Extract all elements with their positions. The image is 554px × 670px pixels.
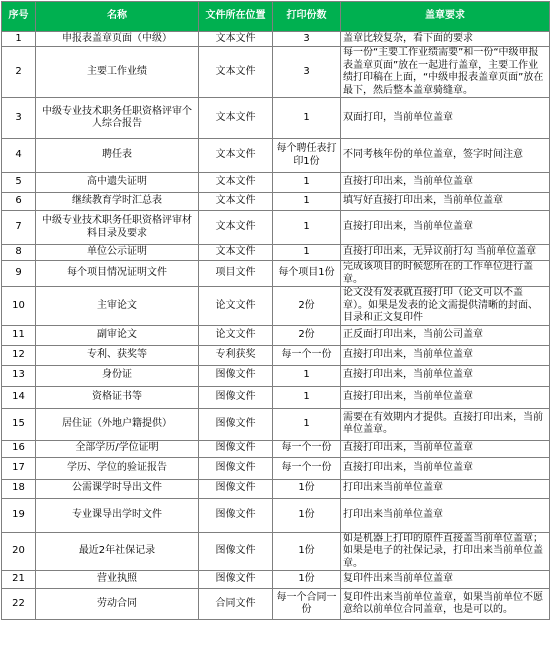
cell-requirement: 如是机器上打印的原件直接盖当前单位盖章；如果是电子的社保记录，打印出来当前单位盖章。	[341, 532, 550, 571]
table-row	[2, 173, 550, 193]
cell-no: 5	[2, 173, 36, 193]
cell-requirement: 直接打印出来，当前单位盖章	[341, 345, 550, 365]
cell-requirement: 直接打印出来，当前单位盖章	[341, 211, 550, 245]
cell-requirement: 完成该项目的时候您所在的工作单位进行盖章。	[341, 261, 550, 287]
cell-no: 7	[2, 211, 36, 245]
table-row	[2, 32, 550, 47]
cell-copies: 每个项目1份	[273, 261, 341, 287]
cell-no: 6	[2, 193, 36, 211]
cell-copies: 每一个一份	[273, 345, 341, 365]
table-row	[2, 479, 550, 498]
cell-no: 11	[2, 325, 36, 345]
cell-copies: 每一个一份	[273, 440, 341, 457]
table-row	[2, 532, 550, 571]
cell-location: 论文文件	[199, 287, 273, 326]
cell-location: 论文文件	[199, 325, 273, 345]
cell-name: 专利、获奖等	[36, 345, 199, 365]
cell-no: 17	[2, 457, 36, 479]
cell-location: 文本文件	[199, 139, 273, 173]
table-row	[2, 325, 550, 345]
cell-name: 劳动合同	[36, 589, 199, 620]
table-row	[2, 139, 550, 173]
cell-copies: 1	[273, 245, 341, 261]
cell-requirement: 盖章比较复杂，看下面的要求	[341, 32, 550, 47]
cell-copies: 1份	[273, 479, 341, 498]
cell-no: 4	[2, 139, 36, 173]
header-location: 文件所在位置	[199, 2, 273, 32]
table-row	[2, 211, 550, 245]
cell-no: 8	[2, 245, 36, 261]
cell-name: 每个项目情况证明文件	[36, 261, 199, 287]
cell-name: 中级专业技术职务任职资格评审材料目录及要求	[36, 211, 199, 245]
cell-requirement: 每一份“主要工作业绩需要”和一份“中级申报表盖章页面”放在一起进行盖章，主要工作业绩打印稿在上面，“中级申报表盖章页面”放在最下，然后整本盖章骑缝章。	[341, 47, 550, 98]
table-row	[2, 47, 550, 98]
cell-location: 图像文件	[199, 408, 273, 440]
cell-name: 单位公示证明	[36, 245, 199, 261]
cell-requirement: 需要在有效期内才提供。直接打印出来，当前单位盖章。	[341, 408, 550, 440]
cell-no: 14	[2, 386, 36, 408]
cell-location: 图像文件	[199, 498, 273, 532]
cell-requirement: 不同考核年份的单位盖章，签字时间注意	[341, 139, 550, 173]
cell-copies: 1	[273, 193, 341, 211]
cell-location: 图像文件	[199, 386, 273, 408]
cell-location: 图像文件	[199, 365, 273, 386]
cell-no: 12	[2, 345, 36, 365]
cell-location: 合同文件	[199, 589, 273, 620]
cell-requirement: 直接打印出来，当前单位盖章	[341, 440, 550, 457]
cell-location: 图像文件	[199, 479, 273, 498]
cell-location: 项目文件	[199, 261, 273, 287]
cell-requirement: 直接打印出来，当前单位盖章	[341, 386, 550, 408]
cell-location: 文本文件	[199, 47, 273, 98]
cell-requirement: 直接打印出来，无异议前打勾 当前单位盖章	[341, 245, 550, 261]
cell-no: 2	[2, 47, 36, 98]
cell-requirement: 直接打印出来，当前单位盖章	[341, 365, 550, 386]
header-no: 序号	[2, 2, 36, 32]
cell-requirement: 复印件出来当前单位盖章	[341, 571, 550, 589]
cell-requirement: 复印件出来当前单位盖章，如果当前单位不愿意给以前单位合同盖章，也是可以的。	[341, 589, 550, 620]
cell-location: 文本文件	[199, 32, 273, 47]
cell-no: 9	[2, 261, 36, 287]
cell-name: 副审论文	[36, 325, 199, 345]
table-row	[2, 457, 550, 479]
table-row	[2, 386, 550, 408]
cell-no: 21	[2, 571, 36, 589]
table-row	[2, 193, 550, 211]
cell-copies: 1	[273, 408, 341, 440]
table-row	[2, 287, 550, 326]
cell-name: 主审论文	[36, 287, 199, 326]
cell-requirement: 正反面打印出来，当前公司盖章	[341, 325, 550, 345]
cell-copies: 1份	[273, 532, 341, 571]
print-requirements-sheet	[1, 1, 550, 620]
table-row	[2, 98, 550, 139]
cell-copies: 3	[273, 32, 341, 47]
cell-requirement: 直接打印出来，当前单位盖章	[341, 173, 550, 193]
cell-location: 文本文件	[199, 245, 273, 261]
cell-requirement: 论文没有发表就直接打印（论文可以不盖章）。如果是发表的论文需提供清晰的封面、目录和正文复印件	[341, 287, 550, 326]
cell-copies: 3	[273, 47, 341, 98]
cell-no: 16	[2, 440, 36, 457]
table-row	[2, 498, 550, 532]
cell-name: 公需课学时导出文件	[36, 479, 199, 498]
cell-location: 文本文件	[199, 173, 273, 193]
cell-no: 15	[2, 408, 36, 440]
cell-name: 申报表盖章页面（中级）	[36, 32, 199, 47]
cell-copies: 每一个一份	[273, 457, 341, 479]
cell-name: 专业课导出学时文件	[36, 498, 199, 532]
cell-no: 13	[2, 365, 36, 386]
cell-copies: 1	[273, 211, 341, 245]
cell-copies: 1	[273, 365, 341, 386]
cell-no: 20	[2, 532, 36, 571]
table-row	[2, 408, 550, 440]
cell-no: 22	[2, 589, 36, 620]
cell-copies: 2份	[273, 325, 341, 345]
cell-location: 图像文件	[199, 571, 273, 589]
cell-requirement: 打印出来当前单位盖章	[341, 479, 550, 498]
cell-name: 主要工作业绩	[36, 47, 199, 98]
cell-copies: 1	[273, 173, 341, 193]
cell-copies: 1份	[273, 571, 341, 589]
cell-location: 图像文件	[199, 532, 273, 571]
cell-name: 学历、学位的验证报告	[36, 457, 199, 479]
table-row	[2, 345, 550, 365]
table-body	[2, 32, 550, 620]
table-row	[2, 571, 550, 589]
cell-name: 继续教育学时汇总表	[36, 193, 199, 211]
header-copies: 打印份数	[273, 2, 341, 32]
header-row	[2, 2, 550, 32]
cell-name: 营业执照	[36, 571, 199, 589]
cell-name: 高中遗失证明	[36, 173, 199, 193]
cell-copies: 每个聘任表打印1份	[273, 139, 341, 173]
cell-name: 资格证书等	[36, 386, 199, 408]
table-row	[2, 589, 550, 620]
cell-requirement: 打印出来当前单位盖章	[341, 498, 550, 532]
cell-copies: 1	[273, 386, 341, 408]
cell-location: 图像文件	[199, 440, 273, 457]
cell-name: 最近2年社保记录	[36, 532, 199, 571]
cell-copies: 1	[273, 98, 341, 139]
cell-requirement: 双面打印，当前单位盖章	[341, 98, 550, 139]
table-row	[2, 440, 550, 457]
cell-location: 专利获奖	[199, 345, 273, 365]
cell-no: 19	[2, 498, 36, 532]
cell-no: 10	[2, 287, 36, 326]
table-row	[2, 261, 550, 287]
cell-name: 居住证（外地户籍提供）	[36, 408, 199, 440]
cell-name: 中级专业技术职务任职资格评审个人综合报告	[36, 98, 199, 139]
cell-copies: 2份	[273, 287, 341, 326]
cell-location: 图像文件	[199, 457, 273, 479]
cell-location: 文本文件	[199, 193, 273, 211]
cell-no: 3	[2, 98, 36, 139]
cell-location: 文本文件	[199, 211, 273, 245]
cell-no: 18	[2, 479, 36, 498]
cell-requirement: 直接打印出来，当前单位盖章	[341, 457, 550, 479]
table-row	[2, 245, 550, 261]
cell-copies: 1份	[273, 498, 341, 532]
cell-no: 1	[2, 32, 36, 47]
cell-requirement: 填写好直接打印出来，当前单位盖章	[341, 193, 550, 211]
header-requirement: 盖章要求	[341, 2, 550, 32]
header-name: 名称	[36, 2, 199, 32]
cell-name: 聘任表	[36, 139, 199, 173]
cell-name: 身份证	[36, 365, 199, 386]
table-row	[2, 365, 550, 386]
cell-copies: 每一个合同一份	[273, 589, 341, 620]
cell-name: 全部学历/学位证明	[36, 440, 199, 457]
requirements-table	[1, 1, 550, 620]
cell-location: 文本文件	[199, 98, 273, 139]
